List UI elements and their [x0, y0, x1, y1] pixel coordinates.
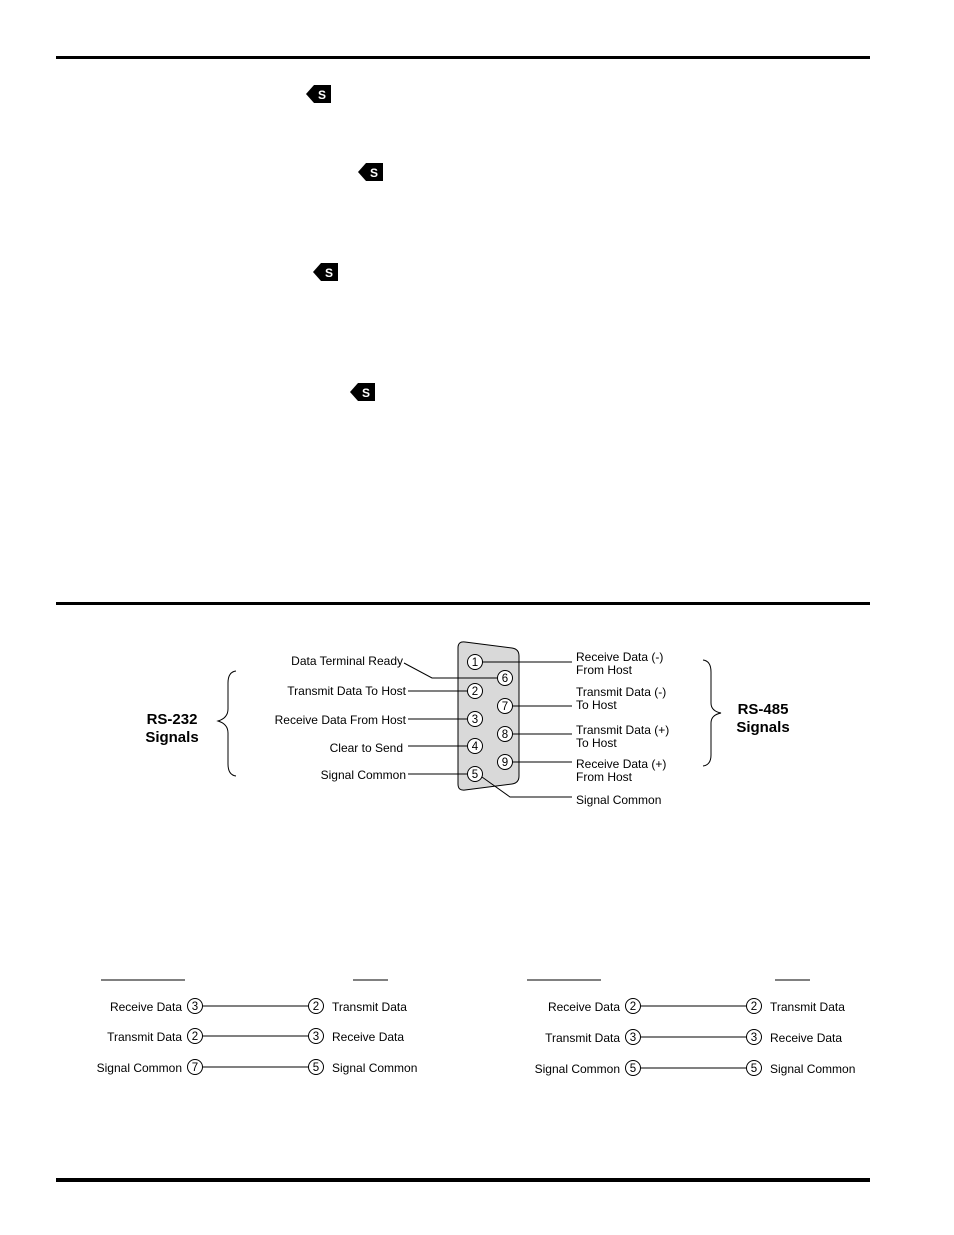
top-rule	[56, 56, 870, 59]
rs232-title-2: Signals	[145, 729, 199, 746]
pin-number: 7	[501, 701, 509, 713]
s-tag-icon	[350, 382, 376, 402]
cable-wiring-diagram-2	[480, 970, 880, 1080]
wire-left-label: Receive Data	[109, 1000, 182, 1014]
left-pin-label: Signal Common	[320, 768, 406, 782]
pin-number: 1	[471, 657, 479, 669]
pin-number: 2	[471, 686, 479, 698]
wire-right-label: Transmit Data	[332, 1000, 407, 1014]
pin-number: 2	[750, 1001, 758, 1013]
pin-number: 3	[191, 1001, 199, 1013]
pin-number: 4	[471, 741, 479, 753]
wire-right-label: Signal Common	[770, 1062, 856, 1076]
wire-right-label: Receive Data	[332, 1030, 405, 1044]
rs232-brace	[218, 671, 236, 776]
cable-wiring-diagram-1	[0, 970, 470, 1080]
pin-number: 2	[191, 1031, 199, 1043]
svg-text:S: S	[317, 88, 327, 102]
pin-number: 5	[629, 1063, 637, 1075]
left-pin-label: Transmit Data To Host	[287, 684, 406, 698]
wire-left-label: Signal Common	[534, 1062, 620, 1076]
wire-left-label: Transmit Data	[107, 1030, 182, 1044]
right-pin-label: To Host	[576, 736, 617, 750]
wire-left-label: Transmit Data	[545, 1031, 620, 1045]
pin-number: 2	[312, 1001, 320, 1013]
pin-number: 2	[629, 1001, 637, 1013]
s-tag-icon	[313, 262, 339, 282]
pin-number: 3	[312, 1031, 320, 1043]
pin-number: 9	[501, 757, 509, 769]
s-tag-icon	[306, 84, 332, 104]
wire-right-label: Transmit Data	[770, 1000, 845, 1014]
pin-number: 6	[501, 673, 509, 685]
right-pin-label: From Host	[576, 770, 633, 784]
pin-number: 7	[191, 1062, 199, 1074]
svg-text:S: S	[324, 266, 334, 280]
right-pin-label: From Host	[576, 663, 633, 677]
bottom-rule	[56, 1178, 870, 1182]
wire-right-label: Signal Common	[332, 1061, 418, 1075]
right-pin-label: Receive Data (-)	[576, 650, 664, 664]
right-pin-label: Transmit Data (+)	[576, 723, 670, 737]
wire-left-label: Signal Common	[96, 1061, 182, 1075]
wire-left-label: Receive Data	[547, 1000, 620, 1014]
pin-number: 3	[629, 1032, 637, 1044]
pin-number: 8	[501, 729, 509, 741]
left-pin-label: Data Terminal Ready	[291, 654, 403, 668]
pin-number: 3	[750, 1032, 758, 1044]
svg-text:S: S	[361, 386, 371, 400]
s-tag-icon	[358, 162, 384, 182]
left-pin-label: Receive Data From Host	[274, 713, 406, 727]
wire-right-label: Receive Data	[770, 1031, 843, 1045]
rs232-title: RS-232	[146, 711, 198, 728]
rs485-title-2: Signals	[736, 719, 790, 736]
rs485-title: RS-485	[737, 701, 789, 718]
pin-number: 5	[312, 1062, 320, 1074]
pin-number: 5	[750, 1063, 758, 1075]
right-pin-label: To Host	[576, 698, 617, 712]
pin-number: 5	[471, 769, 479, 781]
left-pin-label: Clear to Send	[329, 741, 403, 755]
pin-number: 3	[471, 714, 479, 726]
right-pin-label: Signal Common	[576, 793, 662, 807]
right-pin-label: Receive Data (+)	[576, 757, 667, 771]
db9-pinout-diagram	[0, 630, 954, 820]
right-pin-label: Transmit Data (-)	[576, 685, 667, 699]
middle-rule	[56, 602, 870, 605]
rs485-brace	[703, 660, 721, 766]
svg-text:S: S	[369, 166, 379, 180]
